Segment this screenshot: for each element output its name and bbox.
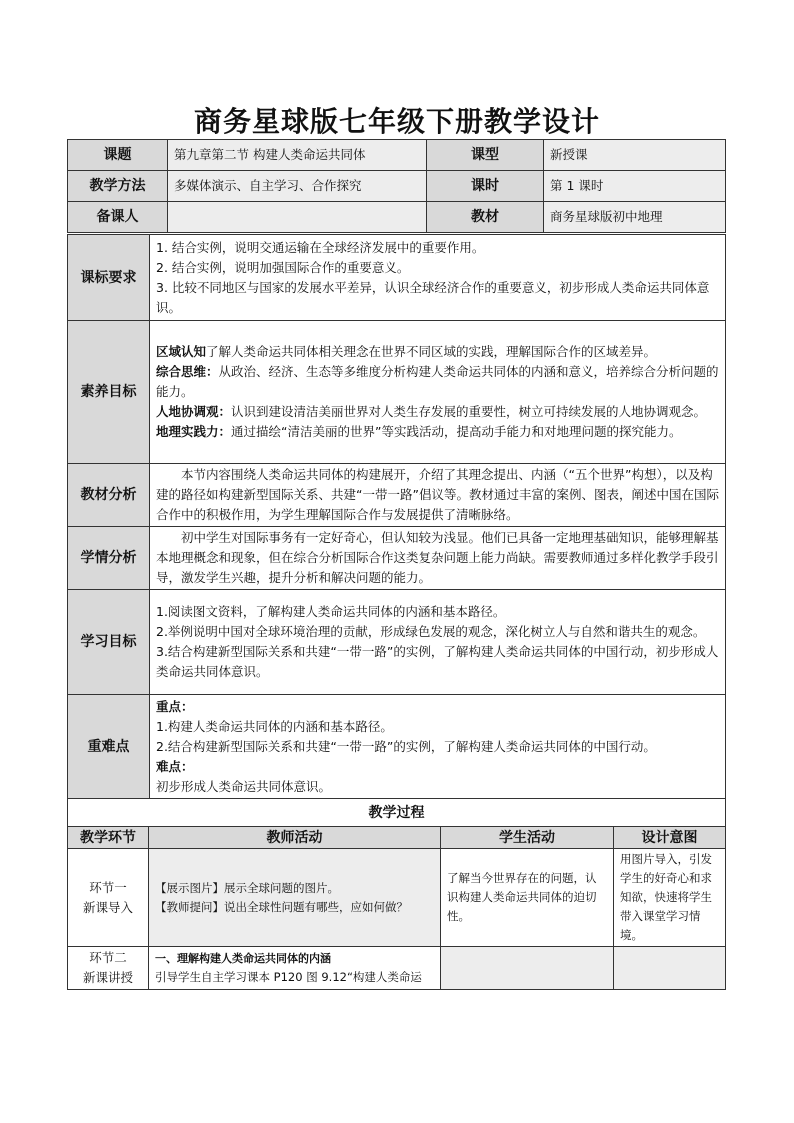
difficult-title: 难点：	[156, 758, 194, 774]
textbook-value: 商务星球版初中地理	[544, 202, 726, 233]
objectives-cell	[150, 590, 726, 695]
page-title: 商务星球版七年级下册教学设计	[193, 105, 600, 138]
key-item: 2.结合构建新型国际关系和共建“一带一路”的实例，了解构建人类命运共同体的中国行动。	[156, 738, 656, 754]
preparer-value	[168, 202, 427, 233]
process-header: 教学环节	[68, 827, 149, 849]
method-value: 多媒体演示、自主学习、合作探究	[168, 171, 427, 202]
process-header: 设计意图	[614, 827, 726, 849]
difficult-item: 初步形成人类命运共同体意识。	[156, 778, 332, 794]
literacy-label: 素养目标	[68, 321, 150, 464]
key-item: 1.构建人类命运共同体的内涵和基本路径。	[156, 718, 393, 734]
literacy-item: 地理实践力：通过描绘“清洁美丽的世界”等实践活动，提高动手能力和对地理问题的探究能力。	[156, 424, 682, 439]
stage1-intent: 用图片导入，引发学生的好奇心和求知欲，快速将学生带入课堂学习情境。	[614, 849, 726, 947]
stage2-teacher: 一、理解构建人类命运共同体的内涵 引导学生自主学习课本 P120 图 9.12“构建人类命运	[149, 947, 441, 990]
period-label: 课时	[427, 171, 544, 202]
literacy-item: 人地协调观：认识到建设清洁美丽世界对人类生存发展的重要性，树立可持续发展的人地协调观念。	[156, 404, 707, 419]
textbook-analysis-text: 本节内容围绕人类命运共同体的构建展开，介绍了其理念提出、内涵（“五个世界”构想），以及构建的路径如构建新型国际关系、共建“一带一路”倡议等。教材通过丰富的案例、图表，阐述中国在国际合作中的积极作用，为学生理解国际合作与发展提供了清晰脉络。	[150, 464, 726, 527]
process-header: 学生活动	[441, 827, 614, 849]
method-label: 教学方法	[68, 171, 168, 202]
preparer-label: 备课人	[68, 202, 168, 233]
design-table	[67, 234, 726, 799]
stage1-teacher: 【展示图片】展示全球问题的图片。 【教师提问】说出全球性问题有哪些，应如何做？	[149, 849, 441, 947]
objective-item: 2.举例说明中国对全球环境治理的贡献，形成绿色发展的观念，深化树立人与自然和谐共生的观念。	[156, 624, 706, 639]
textbook-label: 教材	[427, 202, 544, 233]
stage2-intent	[614, 947, 726, 990]
literacy-cell	[150, 321, 726, 464]
literacy-item: 综合思维：从政治、经济、生态等多维度分析构建人类命运共同体的内涵和意义，培养综合分析问题的能力。	[156, 364, 719, 399]
objective-item: 3.结合构建新型国际关系和共建“一带一路”的实例，了解构建人类命运共同体的中国行动，初步形成人类命运共同体意识。	[156, 644, 719, 679]
standards-item: 1. 结合实例，说明交通运输在全球经济发展中的重要作用。	[156, 239, 485, 255]
standards-item: 2. 结合实例，说明加强国际合作的重要意义。	[156, 259, 410, 275]
objective-item: 1.阅读图文资料，了解构建人类命运共同体的内涵和基本路径。	[156, 604, 506, 619]
type-value: 新授课	[544, 140, 726, 171]
process-header: 教师活动	[149, 827, 441, 849]
standards-cell	[150, 235, 726, 321]
type-label: 课型	[427, 140, 544, 171]
student-analysis-label: 学情分析	[68, 527, 150, 590]
period-value: 第 1 课时	[544, 171, 726, 202]
literacy-item: 区域认知了解人类命运共同体相关理念在世界不同区域的实践，理解国际合作的区域差异。	[156, 344, 657, 359]
process-table	[67, 798, 726, 990]
objectives-label: 学习目标	[68, 590, 150, 695]
textbook-analysis-label: 教材分析	[68, 464, 150, 527]
info-table	[67, 139, 726, 233]
student-analysis-text: 初中学生对国际事务有一定好奇心，但认知较为浅显。他们已具备一定地理基础知识，能够理解基本地理概念和现象，但在综合分析国际合作这类复杂问题上能力尚缺。需要教师通过多样化教学手段引导，激发学生兴趣，提升分析和解决问题的能力。	[150, 527, 726, 590]
key-points-label: 重难点	[68, 695, 150, 799]
topic-value: 第九章第二节 构建人类命运共同体	[168, 140, 427, 171]
stage1-student: 了解当今世界存在的问题，认识构建人类命运共同体的迫切性。	[441, 849, 614, 947]
stage2-student	[441, 947, 614, 990]
standards-item: 3. 比较不同地区与国家的发展水平差异，认识全球经济合作的重要意义，初步形成人类命运共同体意识。	[156, 279, 710, 315]
standards-label: 课标要求	[68, 235, 150, 321]
process-title: 教学过程	[68, 799, 726, 827]
key-points-cell	[150, 695, 726, 799]
stage1-name: 环节一 新课导入	[68, 849, 149, 947]
topic-label: 课题	[68, 140, 168, 171]
key-title: 重点：	[156, 698, 194, 714]
stage2-name: 环节二 新课讲授	[68, 947, 149, 990]
